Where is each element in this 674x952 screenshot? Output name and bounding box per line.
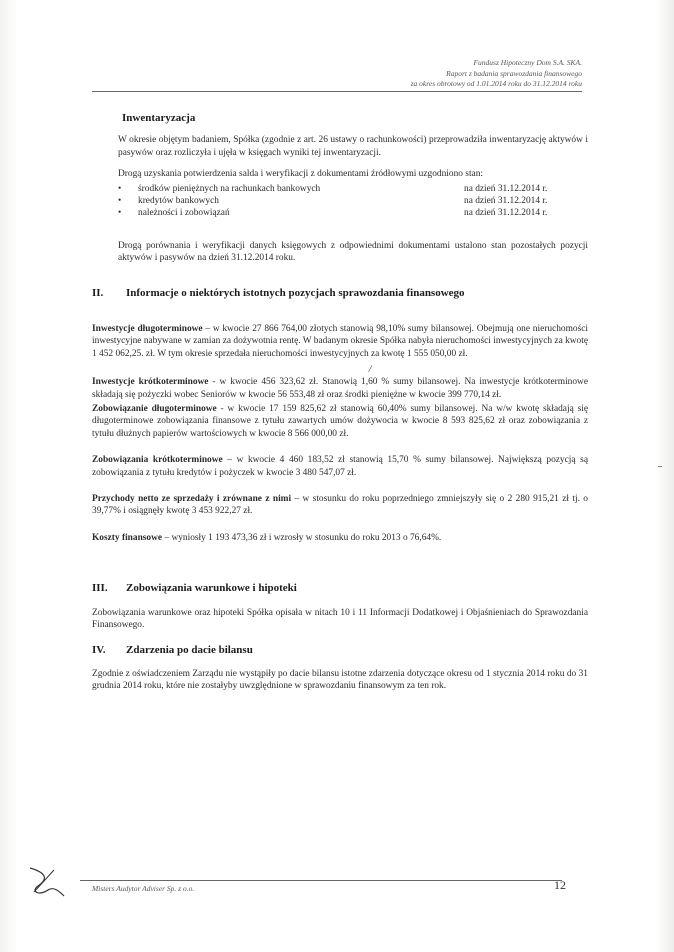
page-number: 12 bbox=[554, 878, 566, 892]
section-3-text: Zobowiązania warunkowe oraz hipoteki Spółka opisała w nitach 10 i 11 Informacji Dodatkowej i Objaśnieniach do Sprawozdania Finansowego. bbox=[92, 607, 588, 631]
section-4-number: IV. bbox=[92, 643, 106, 656]
term-label: Zobowiązania krótkoterminowe bbox=[92, 455, 223, 466]
term-label: Inwestycje krótkoterminowe bbox=[92, 377, 209, 388]
zobowiazanie-dlugoterminowe-paragraph bbox=[92, 403, 588, 440]
section-4-text: Zgodnie z oświadczeniem Zarządu nie wystąpiły po dacie bilansu istotne zdarzenia dotyczące okresu od 1 stycznia 2014 roku do 31 grudnia 2014 roku, które nie zostałyby uwzględnione w sprawozdaniu finansowym za ten rok. bbox=[92, 668, 588, 692]
section-3-number: III. bbox=[92, 582, 108, 595]
section-3-title: Zobowiązania warunkowe i hipoteki bbox=[126, 582, 297, 595]
running-header bbox=[222, 58, 582, 90]
przychody-paragraph bbox=[92, 493, 588, 518]
list-item-date: na dzień 31.12.2014 r. bbox=[464, 196, 548, 207]
list-item bbox=[118, 183, 588, 195]
section-2-heading bbox=[92, 287, 588, 299]
term-label: Zobowiązanie długoterminowe bbox=[92, 404, 217, 415]
section-2-number: II. bbox=[92, 286, 104, 299]
page-content bbox=[92, 112, 588, 702]
inwestycje-krotkoterminowe-paragraph bbox=[92, 376, 588, 401]
term-text: – w stosunku do roku poprzedniego zmniejszyły się o 2 280 915,21 zł tj. o 39,77% i osiągnęły kwotę 3 453 922,27 zł. bbox=[92, 494, 588, 517]
inwestycje-dlugoterminowe-paragraph bbox=[92, 323, 588, 360]
list-item-label: środków pieniężnych na rachunkach bankowych bbox=[138, 183, 321, 194]
header-line-2: Raport z badania sprawozdania finansowego bbox=[446, 68, 582, 78]
inwentaryzacja-paragraph-2: Drogą uzyskania potwierdzenia salda i weryfikacji z dokumentami źródłowymi uzgodniono stan: bbox=[118, 169, 483, 180]
margin-mark bbox=[658, 466, 662, 467]
handwritten-initials-icon bbox=[24, 862, 68, 902]
section-4-heading bbox=[92, 644, 588, 656]
inwentaryzacja-heading: Inwentaryzacja bbox=[122, 112, 196, 124]
term-text: - w kwocie 17 159 825,62 zł stanowią 60,40% sumy bilansowej. Na w/w kwotę składają się długoterminowe zobowiązania finansowe z tytułu zawartych umów dożywocia w kwocie 8 593 825,62 zł oraz zobowiązania z tytułu dłużnych papierów wartościowych w kwocie 8 566 000,00 zł. bbox=[92, 404, 588, 439]
term-text: – w kwocie 4 460 183,52 zł stanowią 15,70 % sumy bilansowej. Największą pozycją są zobowiązania z tytułu kredytów i pożyczek w kwocie 3 480 547,07 zł. bbox=[92, 455, 588, 478]
term-text: – wyniosły 1 193 473,36 zł i wzrosły w stosunku do roku 2013 o 76,64%. bbox=[162, 532, 442, 543]
list-item-date: na dzień 31.12.2014 r. bbox=[464, 183, 548, 194]
reconciled-items-list bbox=[118, 183, 588, 220]
list-item-label: kredytów bankowych bbox=[138, 196, 219, 207]
list-item bbox=[118, 195, 588, 207]
header-line-1: Fundusz Hipoteczny Dom S.A. SKA. bbox=[473, 58, 582, 67]
header-divider bbox=[92, 91, 582, 92]
header-line-3: za okres obrotowy od 1.01.2014 roku do 31.12.2014 roku bbox=[410, 79, 582, 88]
section-4-title: Zdarzenia po dacie bilansu bbox=[126, 643, 253, 656]
koszty-finansowe-paragraph bbox=[92, 532, 588, 544]
list-item-date: na dzień 31.12.2014 r. bbox=[464, 208, 548, 219]
footer-divider bbox=[80, 880, 562, 881]
list-item-label: należności i zobowiązań bbox=[138, 208, 230, 219]
section-3-heading bbox=[92, 582, 588, 594]
list-item bbox=[118, 207, 588, 219]
term-text: - w kwocie 456 323,62 zł. Stanowią 1,60 % sumy bilansowej. Na inwestycje krótkoterminowe składają się pożyczki wobec Seniorów w kwocie 56 553,48 zł oraz środki pieniężne w kwocie 399 770,14 zł. bbox=[92, 377, 588, 400]
term-label: Koszty finansowe bbox=[92, 532, 163, 543]
term-text: – w kwocie 27 866 764,00 złotych stanowią 98,10% sumy bilansowej. Obejmują one nieruchomości inwestycyjne nabywane w zamian za dożywotnia rentę. W badanym okresie Spółka nabyła nieruchomości inwestycyjnych za kwotę 1 452 062,25. zł. W tym okresie sprzedała nieruchomości inwestycyjnych za kwotę 1 555 050,00 zł. bbox=[92, 324, 589, 359]
slash-mark: / bbox=[368, 365, 372, 376]
inwentaryzacja-paragraph-1: W okresie objętym badaniem, Spółka (zgodnie z art. 26 ustawy o rachunkowości) przeprowadziła inwentaryzację aktywów i pasywów oraz rozliczyła i ujęła w księgach wyniki tej inwentaryzacji. bbox=[118, 135, 588, 158]
section-2-title: Informacje o niektórych istotnych pozycjach sprawozdania finansowego bbox=[126, 286, 465, 299]
zobowiazania-krotkoterminowe-paragraph bbox=[92, 454, 588, 479]
term-label: Inwestycje długoterminowe bbox=[92, 324, 203, 335]
inwentaryzacja-paragraph-3: Drogą porównania i weryfikacji danych księgowych z odpowiednimi dokumentami ustalono stan pozostałych pozycji aktywów i pasywów na dzień 31.12.2014 roku. bbox=[118, 240, 588, 264]
footer-company: Misters Audytor Adviser Sp. z o.o. bbox=[92, 884, 195, 893]
term-label: Przychody netto ze sprzedaży i zrównane z nimi bbox=[92, 494, 292, 505]
